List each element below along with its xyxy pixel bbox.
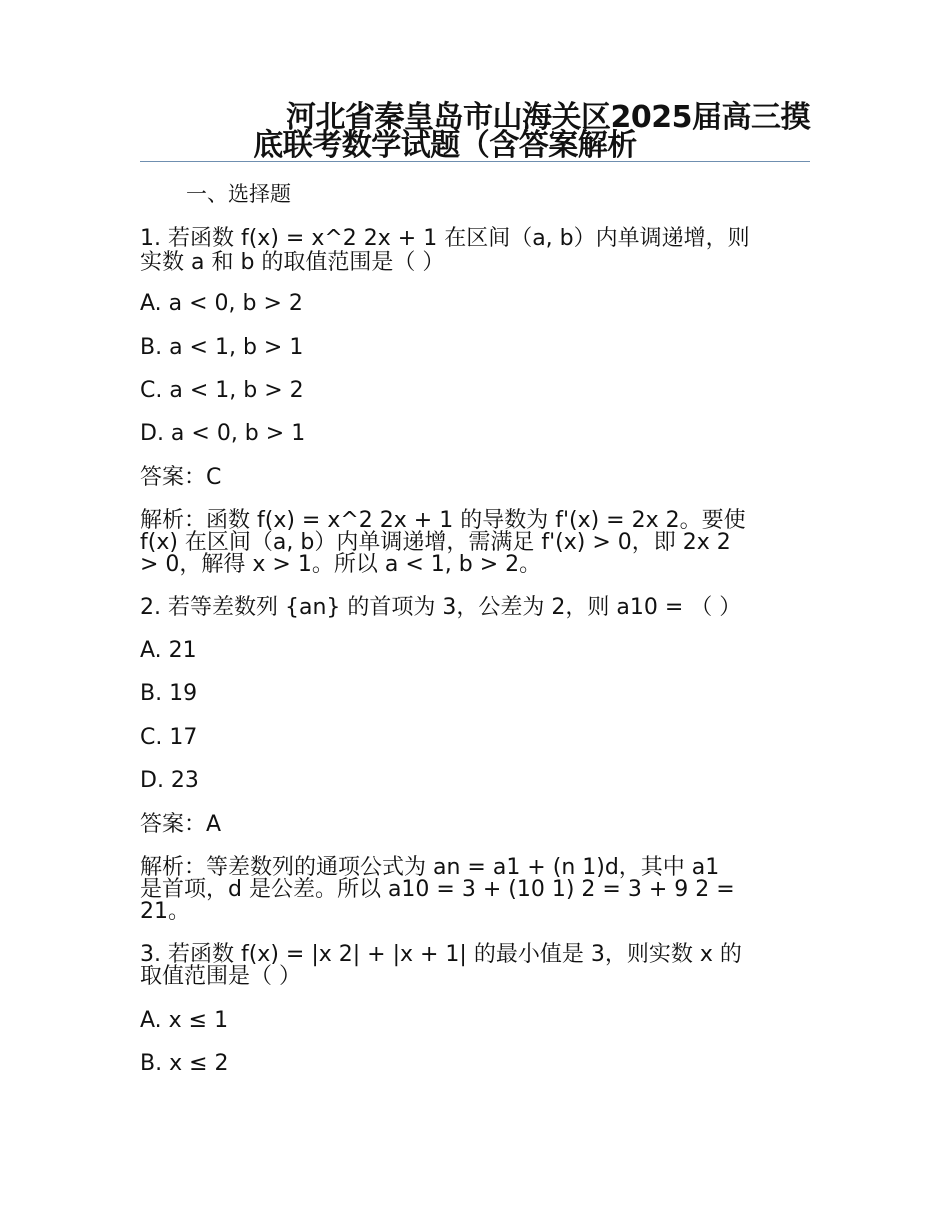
q1-option-a: A. a < 0, b > 2 — [140, 291, 303, 316]
q1-option-b: B. a < 1, b > 1 — [140, 335, 304, 360]
q2-answer: 答案：A — [140, 812, 222, 837]
title-divider — [140, 161, 810, 162]
section-heading: 一、选择题 — [186, 182, 291, 206]
q2-option-d: D. 23 — [140, 768, 199, 793]
q1-option-d: D. a < 0, b > 1 — [140, 421, 306, 446]
q2-analysis-line-3: 21。 — [140, 899, 190, 924]
q2-option-a: A. 21 — [140, 638, 197, 663]
q2-analysis-line-2: 是首项，d 是公差。所以 a10 = 3 + (10 1) 2 = 3 + 9 2 = — [140, 877, 735, 902]
q2-option-b: B. 19 — [140, 681, 198, 706]
document-title — [140, 100, 810, 163]
q1-analysis-line-2: f(x) 在区间（a, b）内单调递增，需满足 f'(x) > 0，即 2x 2 — [140, 530, 731, 555]
q3-option-a: A. x ≤ 1 — [140, 1008, 229, 1033]
q1-analysis-line-3: > 0，解得 x > 1。所以 a < 1, b > 2。 — [140, 552, 542, 577]
q1-answer: 答案：C — [140, 465, 222, 490]
title-line-2: 底联考数学试题（含答案解析 — [253, 128, 637, 163]
q2-analysis-line-1: 解析：等差数列的通项公式为 an = a1 + (n 1)d，其中 a1 — [140, 855, 720, 880]
title-line-1: 河北省秦皇岛市山海关区2025届高三摸 — [286, 100, 810, 135]
q1-stem-line-1: 1. 若函数 f(x) = x^2 2x + 1 在区间（a, b）内单调递增，则 — [140, 226, 750, 251]
q2-option-c: C. 17 — [140, 725, 198, 750]
q3-stem-line-2: 取值范围是（ ） — [140, 964, 301, 989]
q1-option-c: C. a < 1, b > 2 — [140, 378, 304, 403]
q1-stem-line-2: 实数 a 和 b 的取值范围是（ ） — [140, 250, 445, 275]
q2-stem: 2. 若等差数列 {an} 的首项为 3，公差为 2，则 a10 = （ ） — [140, 595, 742, 620]
q3-stem-line-1: 3. 若函数 f(x) = |x 2| + |x + 1| 的最小值是 3，则实数 x 的 — [140, 942, 742, 967]
q1-analysis-line-1: 解析：函数 f(x) = x^2 2x + 1 的导数为 f'(x) = 2x 2。要使 — [140, 508, 746, 533]
q3-option-b: B. x ≤ 2 — [140, 1051, 229, 1076]
